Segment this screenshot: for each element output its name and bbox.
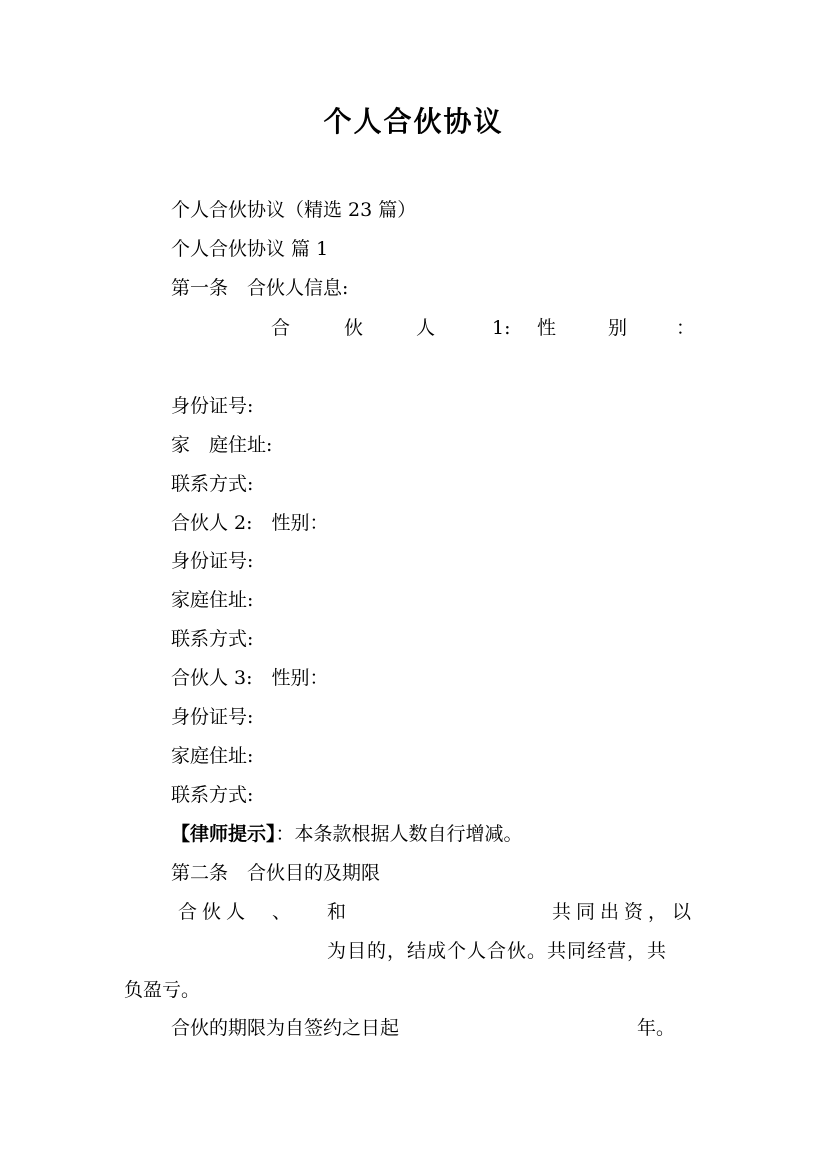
article2-purpose: 为目的，结成个人合伙。共同经营，共 [327, 940, 668, 962]
partner1-gender-1: 性 [537, 317, 557, 339]
p2-id-field: 身份证号: [171, 550, 254, 572]
p2-contact-field: 联系方式: [171, 628, 254, 650]
article2-comma: 、 [272, 901, 292, 923]
article2-heading: 第二条 合伙目的及期限 [171, 862, 381, 884]
article2-and: 和 [327, 901, 347, 923]
p2-address-field: 家庭住址: [171, 589, 254, 611]
partner1-char-1: 合 [271, 317, 291, 339]
partner1-char-2: 伙 [344, 317, 364, 339]
p1-contact-field: 联系方式: [171, 473, 254, 495]
p3-id-field: 身份证号: [171, 706, 254, 728]
article2-partner-word: 合伙人 [178, 901, 251, 923]
partner1-colon: ： [676, 317, 696, 339]
p3-address-field: 家庭住址: [171, 745, 254, 767]
partner1-gender-2: 别 [608, 317, 628, 339]
lawyer-tip-text: ：本条款根据人数自行增减。 [275, 823, 523, 845]
partner3-line: 合伙人 3: 性别： [171, 667, 329, 689]
section-heading: 个人合伙协议 篇 1 [171, 238, 329, 260]
article1-heading: 第一条 合伙人信息: [171, 277, 349, 299]
article2-profit-loss: 负盈亏。 [124, 979, 201, 1001]
term-unit: 年。 [637, 1017, 676, 1039]
partner1-number: 1: [492, 317, 511, 339]
term-text: 合伙的期限为自签约之日起 [171, 1017, 400, 1039]
partner2-line: 合伙人 2: 性别： [171, 512, 329, 534]
p1-id-field: 身份证号: [171, 395, 254, 417]
subtitle: 个人合伙协议（精选 23 篇） [171, 199, 417, 221]
document-title: 个人合伙协议 [323, 105, 504, 138]
partner1-char-3: 人 [416, 317, 436, 339]
p1-address-field: 家 庭住址: [171, 434, 273, 456]
lawyer-tip-label: 【律师提示】 [171, 823, 276, 845]
p3-contact-field: 联系方式: [171, 784, 254, 806]
lawyer-tip [171, 822, 523, 846]
article2-joint-invest: 共同出资，以 [552, 901, 697, 923]
